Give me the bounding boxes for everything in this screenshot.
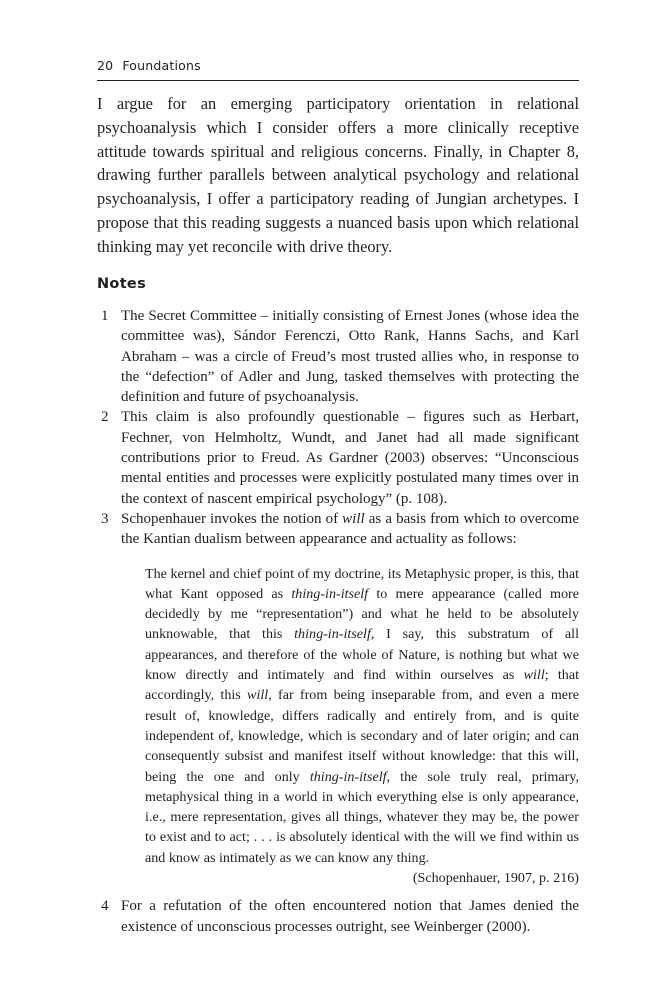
notes-list [97,306,579,937]
block-quote [145,564,579,868]
note-item [97,896,579,937]
note-number: 3 [101,510,109,527]
note-text-emphasis: will [342,510,365,527]
quote-text: to mere appearance (called more decidedly by me “representation”) and what he held to be absolutely unknowable, that this [145,585,579,643]
notes-heading: Notes [97,276,146,292]
quote-text: The kernel and chief point of my doctrine, its Metaphysic proper, is this, that what Kant opposed as [145,565,579,602]
quote-emphasis: thing-in-itself [294,626,371,643]
note-text [121,511,579,547]
quote-text: , the sole truly real, primary, metaphysical thing in a world in which everything else is only appearance, i.e., mere representation, gives all things, whatever they may be, the power to exist and to act; . . . is absolutely identical with the will we find within us and know as intimately as we can know any thing. [145,768,579,866]
body-paragraph: I argue for an emerging participatory orientation in relational psychoanalysis which I consider offers a more clinically receptive attitude towards spiritual and religious concerns. Finally, in Chapter 8, drawing further parallels between analytical psychology and relational psychoanalysis, I offer a participatory reading of Jungian archetypes. I propose that this reading suggests a nuanced basis upon which relational thinking may yet reconcile with drive theory. [97,94,579,256]
header-rule [97,80,579,81]
quote-text: , far from being inseparable from, and even a mere result of, knowledge, differs radically and entirely from, and is quite independent of, knowledge, which is secondary and of later origin; and can consequently subsist and manifest itself without knowledge: that this will, being the one and only [145,687,579,785]
note-number: 1 [101,308,109,324]
quote-citation: (Schopenhauer, 1907, p. 216) [412,870,579,887]
note-item [97,306,579,407]
page-number: 20 [97,58,114,73]
running-head [97,58,576,73]
note-item [97,509,579,888]
quote-text: , I say, this substratum of all appearances, and therefore of the whole of Nature, is nothing but what we know directly and intimately and find within ourselves as [145,626,579,684]
note-number: 2 [101,409,109,426]
note-number: 4 [101,898,109,915]
quote-emphasis: thing-in-itself [291,585,369,602]
quote-emphasis: will [247,687,269,704]
note-text: For a refutation of the often encountered notion that James denied the existence of unconscious processes outright, see Weinberger (2000). [121,898,579,935]
note-text: This claim is also profoundly questionable – figures such as Herbart, Fechner, von Helmholtz, Wundt, and Janet had all made significant contributions prior to Freud. As Gardner (2003) observes: “Unconscious mental entities and processes were explicitly postulated many times over in the context of nascent empirical psychology” (p. 108). [121,409,579,507]
note-text-part: Schopenhauer invokes the notion of [121,510,343,527]
note-text-part: as a basis from which to overcome the Kantian dualism between appearance and actuality as follows: [121,510,579,548]
running-head-title: Foundations [122,58,201,73]
note-item [97,407,579,508]
quote-emphasis: thing-in-itself [309,768,387,785]
note-text: The Secret Committee – initially consisting of Ernest Jones (whose idea the committee was), Sándor Ferenczi, Otto Rank, Hanns Sachs, and Karl Abraham – was a circle of Freud’s most trusted allies who, in response to the “defection” of Adler and Jung, tasked themselves with protecting the definition and future of psychoanalysis. [121,308,579,406]
quote-text: ; that accordingly, this [145,667,579,704]
quote-emphasis: will [523,667,545,684]
